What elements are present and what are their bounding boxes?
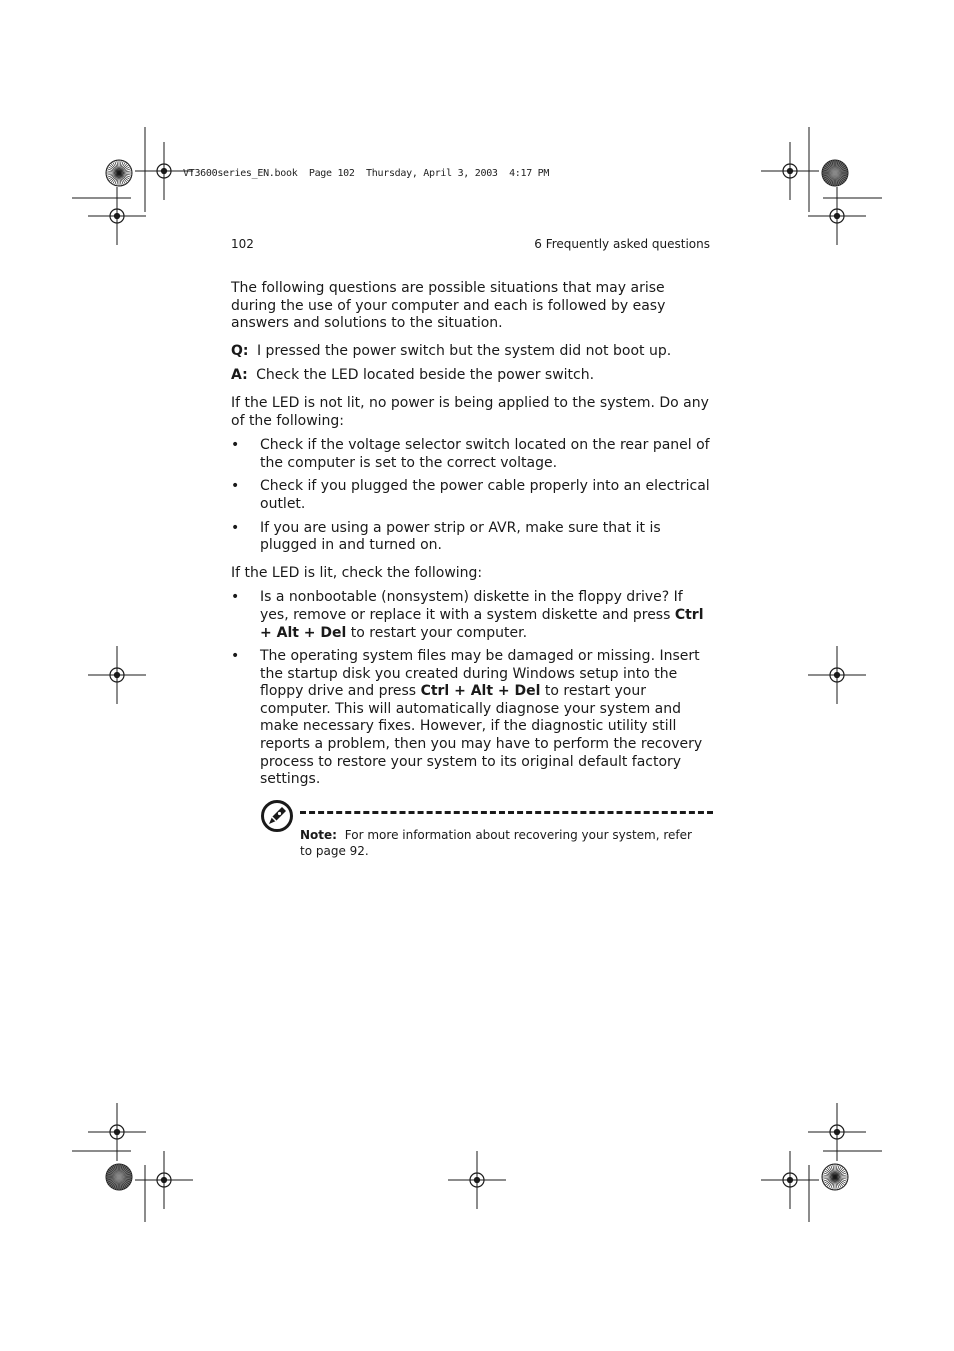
color-bar-starburst (822, 1164, 848, 1190)
note-text: Note: For more information about recovering your system, refer to page 92. (300, 827, 692, 858)
print-slug: VT3600series_EN.book Page 102 Thursday, April 3, 2003 4:17 PM (183, 168, 550, 179)
bullet: • (231, 437, 240, 454)
note-label: Note: (300, 827, 337, 842)
question (231, 343, 711, 361)
lit-paragraph: If the LED is lit, check the following: (231, 564, 483, 581)
answer-text: Check the LED located beside the power switch. (256, 367, 595, 384)
note-block (260, 799, 711, 861)
page-number: 102 (231, 237, 254, 251)
bullet: • (231, 478, 240, 495)
intro-paragraph: The following questions are possible situations that may arise during the use of your computer and each is followed by easy answers and solutions to the situation. (231, 280, 666, 332)
color-bar-starburst (106, 1164, 132, 1190)
list-item: • Check if the voltage selector switch located on the rear panel of the computer is set to the correct voltage. (231, 437, 710, 471)
answer (231, 367, 711, 385)
bullet: • (231, 519, 240, 536)
list-item: • Check if you plugged the power cable properly into an electrical outlet. (231, 478, 710, 512)
page-content (231, 280, 711, 861)
not-lit-list (231, 437, 711, 555)
lit-list (231, 589, 711, 789)
key-combo: Ctrl + Alt + Del (420, 683, 541, 700)
note-pen-icon (260, 799, 294, 833)
answer-label: A: (231, 367, 248, 384)
key-combo: Ctrl + Alt + Del (260, 606, 704, 641)
chapter-title: 6 Frequently asked questions (534, 237, 710, 251)
list-item: • Is a nonbootable (nonsystem) diskette in the floppy drive? If yes, remove or replace it with a system diskette and press Ctrl + Alt + Del to restart your computer. (231, 589, 704, 641)
color-bar-starburst (106, 160, 132, 186)
not-lit-paragraph: If the LED is not lit, no power is being applied to the system. Do any of the following: (231, 394, 709, 429)
bullet: • (231, 648, 240, 665)
color-bar-starburst (822, 160, 848, 186)
list-item: • The operating system files may be damaged or missing. Insert the startup disk you created during Windows setup into the floppy drive and press Ctrl + Alt + Del to restart your computer. This will automatically diagnose your system and make necessary fixes. However, if the diagnostic utility still reports a problem, then you may have to perform the recovery process to restore your system to its original default factory settings. (231, 648, 703, 788)
question-label: Q: (231, 342, 249, 359)
question-text: I pressed the power switch but the system did not boot up. (256, 342, 672, 359)
note-divider (300, 811, 713, 814)
bullet: • (231, 589, 240, 606)
list-item: • If you are using a power strip or AVR, make sure that it is plugged in and turned on. (231, 519, 661, 554)
